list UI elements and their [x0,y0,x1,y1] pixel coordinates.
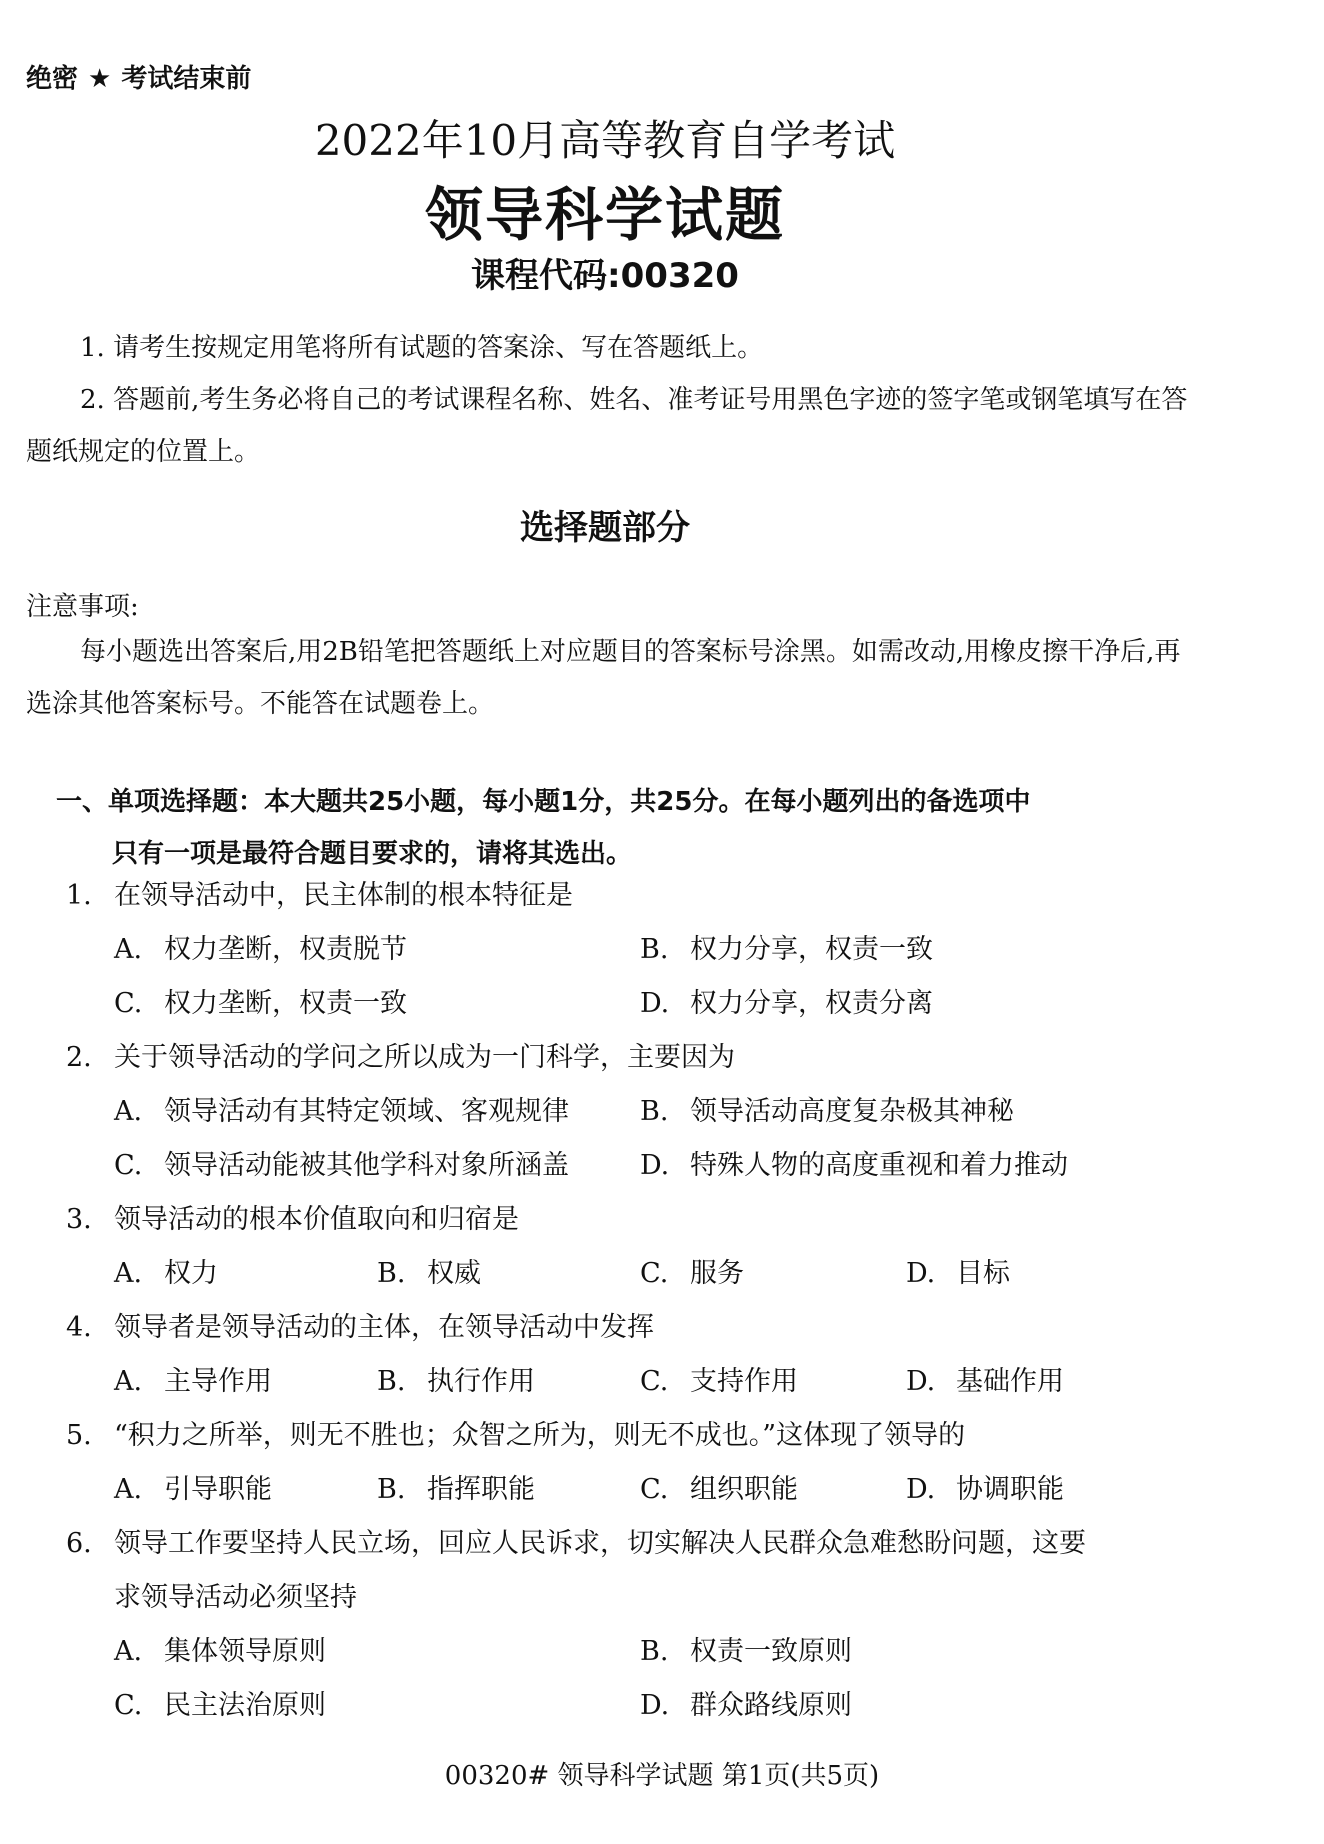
option-letter: D. [640,988,670,1019]
option-text: 执行作用 [427,1366,535,1397]
option [114,1463,272,1517]
option-text: 权力垄断，权责脱节 [164,934,407,965]
question-number: 1. [66,880,92,911]
question-text: 关于领导活动的学问之所以成为一门科学，主要因为 [114,1042,735,1073]
instruction-item: 2. 答题前,考生务必将自己的考试课程名称、姓名、准考证号用黑色字迹的签字笔或钢笔填写在答题纸规定的位置上。 [26,385,1188,467]
option-text: 权力分享，权责一致 [690,934,933,965]
option [114,1625,326,1679]
option-text: 组织职能 [690,1474,798,1505]
question-text: 领导者是领导活动的主体，在领导活动中发挥 [114,1312,654,1343]
question-stem [66,869,1186,923]
option-letter: A. [114,1366,143,1397]
option-letter: A. [114,1258,143,1289]
option-letter: B. [377,1366,406,1397]
option [640,1139,1068,1193]
question-text: “积力之所举，则无不胜也；众智之所为，则无不成也。”这体现了领导的 [114,1420,966,1451]
option-text: 权力 [164,1258,218,1289]
option [114,1085,569,1139]
question-number: 2. [66,1042,92,1073]
option-letter: A. [114,934,143,965]
confidential-label: 绝密 [26,64,79,94]
attention-text-block [26,626,1196,730]
exam-title: 2022年10月高等教育自学考试 [314,116,896,165]
option-text: 协调职能 [956,1474,1064,1505]
question-text: 领导工作要坚持人民立场，回应人民诉求，切实解决人民群众急难愁盼问题，这要 [114,1528,1086,1559]
question-stem [66,1517,1186,1625]
option-letter: C. [114,1150,143,1181]
option-letter: A. [114,1096,143,1127]
option [640,1463,798,1517]
question-number: 6. [66,1528,92,1559]
option [640,1085,1014,1139]
option-letter: B. [640,1096,669,1127]
option [906,1247,1010,1301]
option-letter: C. [640,1258,669,1289]
part-heading [56,776,1196,880]
option-letter: A. [114,1474,143,1505]
option [640,1247,744,1301]
option [906,1463,1064,1517]
option [377,1463,535,1517]
instruction-item: 1. 请考生按规定用笔将所有试题的答案涂、写在答题纸上。 [80,333,764,363]
option [640,923,933,977]
option-text: 权力垄断，权责一致 [164,988,407,1019]
instructions [26,322,1196,478]
option [377,1355,535,1409]
option [640,977,933,1031]
course-code: 课程代码:00320 [471,256,739,296]
option-letter: C. [114,1690,143,1721]
option-text: 基础作用 [956,1366,1064,1397]
option [906,1355,1064,1409]
option [640,1679,852,1733]
question-text: 领导活动的根本价值取向和归宿是 [114,1204,519,1235]
option-text: 权责一致原则 [690,1636,852,1667]
option-letter: A. [114,1636,143,1667]
option-text: 领导活动高度复杂极其神秘 [690,1096,1014,1127]
option-text: 领导活动能被其他学科对象所涵盖 [164,1150,569,1181]
option-text: 主导作用 [164,1366,272,1397]
option-letter: C. [640,1366,669,1397]
option [377,1247,481,1301]
attention-title: 注意事项: [26,592,139,622]
question-stem [66,1193,1186,1247]
option-letter: D. [640,1150,670,1181]
option-text: 民主法治原则 [164,1690,326,1721]
option-letter: D. [906,1474,936,1505]
question-text-continued: 求领导活动必须坚持 [114,1582,357,1613]
question-number: 4. [66,1312,92,1343]
part-heading-line1: 一、单项选择题：本大题共25小题，每小题1分，共25分。在每小题列出的备选项中 [56,787,1031,817]
option-text: 权威 [427,1258,481,1289]
question-stem [66,1409,1186,1463]
question-stem [66,1301,1186,1355]
option-letter: B. [377,1258,406,1289]
option-text: 领导活动有其特定领域、客观规律 [164,1096,569,1127]
part-heading-line2: 只有一项是最符合题目要求的，请将其选出。 [112,839,633,869]
option-text: 引导职能 [164,1474,272,1505]
option [114,923,407,977]
attention-text: 每小题选出答案后,用2B铅笔把答题纸上对应题目的答案标号涂黑。如需改动,用橡皮擦干净后,再选涂其他答案标号。不能答在试题卷上。 [26,637,1181,719]
option-text: 集体领导原则 [164,1636,326,1667]
option-letter: C. [114,988,143,1019]
option [114,1679,326,1733]
option-letter: C. [640,1474,669,1505]
option-letter: D. [906,1366,936,1397]
option [114,1247,218,1301]
option [114,1139,569,1193]
question-stem [66,1031,1186,1085]
option-letter: D. [640,1690,670,1721]
option-text: 特殊人物的高度重视和着力推动 [690,1150,1068,1181]
option-text: 权力分享，权责分离 [690,988,933,1019]
paper-title: 领导科学试题 [424,181,785,249]
option [640,1355,798,1409]
option [640,1625,852,1679]
option-text: 群众路线原则 [690,1690,852,1721]
page-footer: 00320# 领导科学试题 第1页(共5页) [444,1761,880,1791]
question-number: 5. [66,1420,92,1451]
option-text: 支持作用 [690,1366,798,1397]
option [114,1355,272,1409]
option-letter: B. [640,934,669,965]
option-letter: B. [377,1474,406,1505]
confidential-mark [26,58,251,95]
section-title: 选择题部分 [520,508,690,548]
star-icon: ★ [88,64,112,94]
option [114,977,407,1031]
option-letter: D. [906,1258,936,1289]
question-text: 在领导活动中，民主体制的根本特征是 [114,880,573,911]
option-text: 服务 [690,1258,744,1289]
question-number: 3. [66,1204,92,1235]
option-text: 目标 [956,1258,1010,1289]
option-text: 指挥职能 [427,1474,535,1505]
option-letter: B. [640,1636,669,1667]
confidential-note: 考试结束前 [121,64,252,94]
